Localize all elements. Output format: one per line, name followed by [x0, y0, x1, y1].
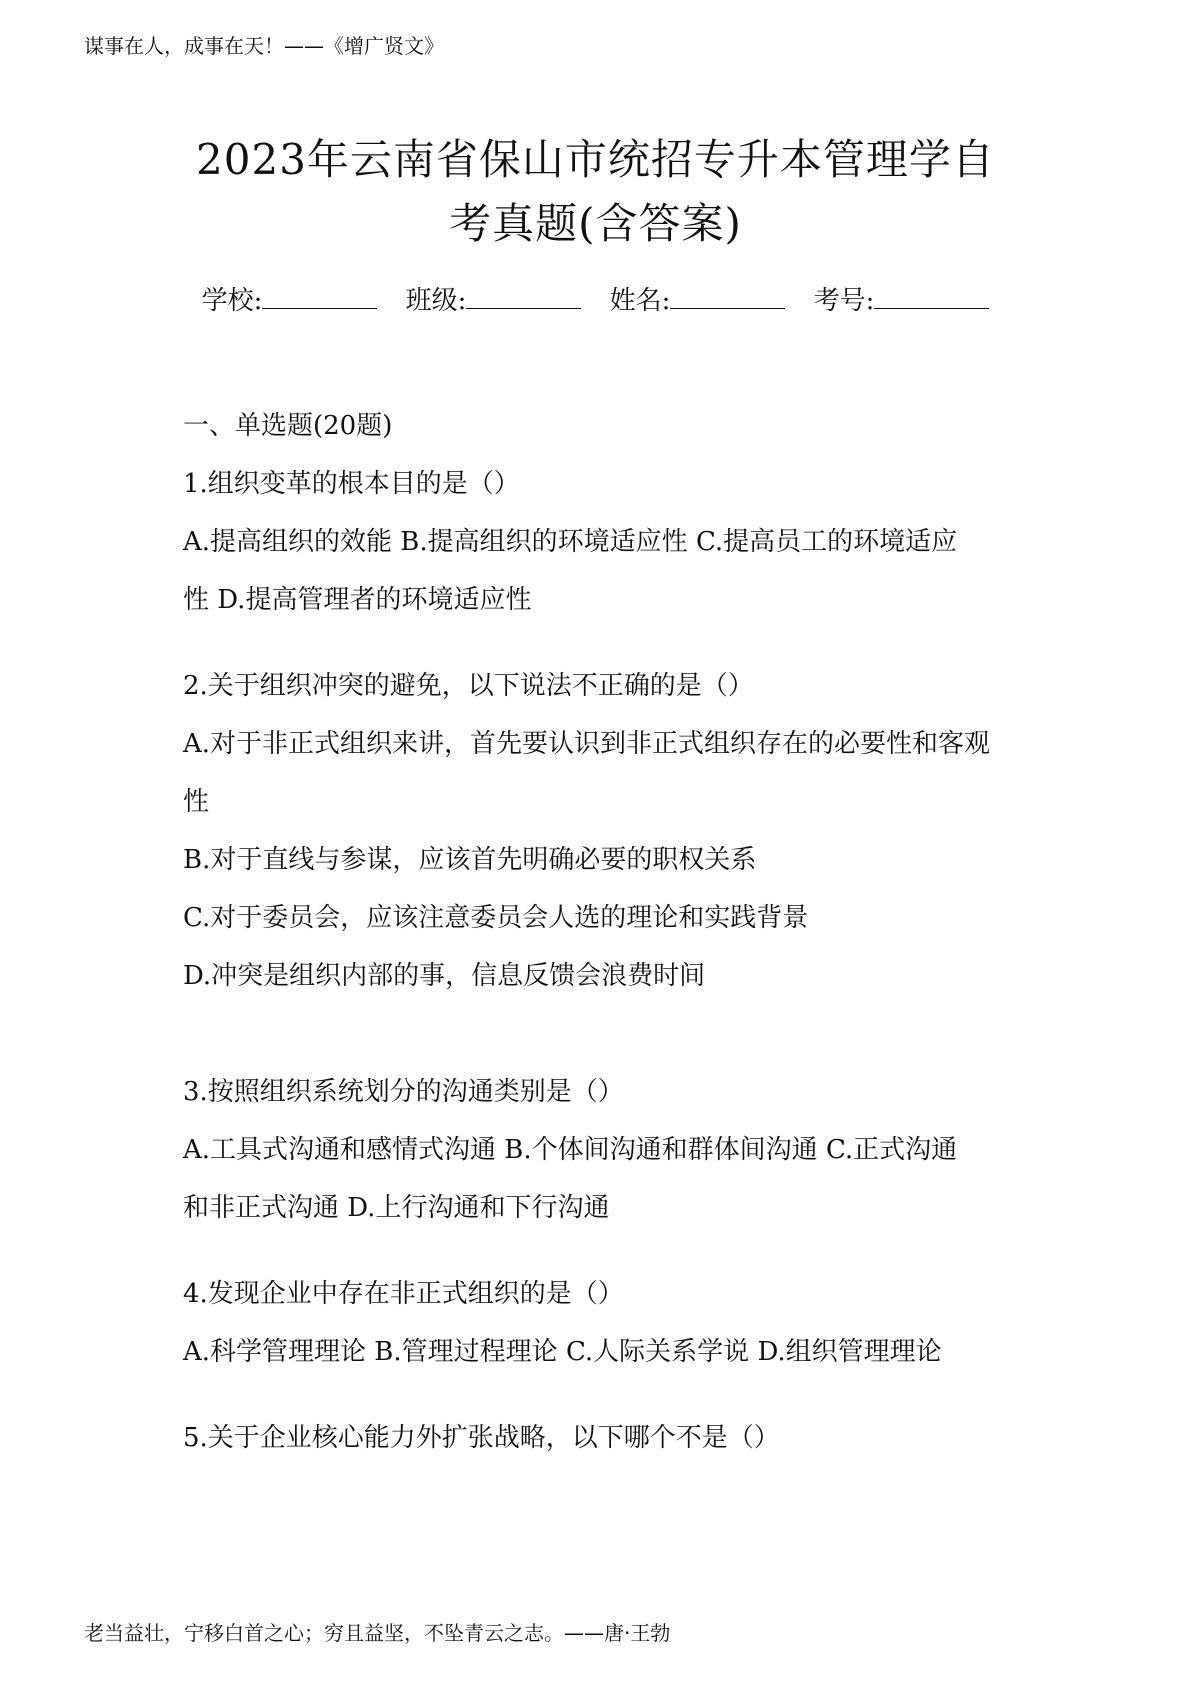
question-options: A.科学管理理论 B.管理过程理论 C.人际关系学说 D.组织管理理论	[183, 1337, 942, 1367]
info-label: 班级:	[405, 286, 467, 316]
question-stem: 3.按照组织系统划分的沟通类别是（）	[183, 1077, 624, 1107]
question-options: A.对于非正式组织来讲，首先要认识到非正式组织存在的必要性和客观	[183, 729, 991, 759]
question-options: B.对于直线与参谋，应该首先明确必要的职权关系	[183, 845, 757, 875]
title-line-2: 考真题(含答案)	[449, 199, 742, 248]
title-line-1: 2023年云南省保山市统招专升本管理学自	[196, 135, 995, 184]
question-options: A.工具式沟通和感情式沟通 B.个体间沟通和群体间沟通 C.正式沟通	[183, 1135, 958, 1165]
question-stem: 1.组织变革的根本目的是（）	[183, 469, 520, 499]
question-options: 性	[183, 787, 210, 817]
info-blank[interactable]	[466, 286, 581, 309]
info-blank[interactable]	[262, 286, 377, 309]
info-blank[interactable]	[874, 286, 989, 309]
question-options: D.冲突是组织内部的事，信息反馈会浪费时间	[183, 961, 706, 991]
question-stem: 2.关于组织冲突的避免，以下说法不正确的是（）	[183, 671, 754, 701]
question-options: A.提高组织的效能 B.提高组织的环境适应性 C.提高员工的环境适应	[183, 527, 958, 557]
info-label: 考号:	[813, 286, 875, 316]
page-title	[0, 128, 1191, 256]
question-options: C.对于委员会，应该注意委员会人选的理论和实践背景	[183, 903, 809, 933]
question-stem: 5.关于企业核心能力外扩张战略，以下哪个不是（）	[183, 1423, 780, 1453]
info-label: 学校:	[201, 286, 263, 316]
student-info-line	[0, 280, 1191, 317]
info-field-name	[610, 286, 786, 316]
info-field-school	[202, 286, 378, 316]
info-blank[interactable]	[670, 286, 785, 309]
question-stem: 4.发现企业中存在非正式组织的是（）	[183, 1279, 624, 1309]
question-options: 和非正式沟通 D.上行沟通和下行沟通	[183, 1193, 610, 1223]
info-field-exam-number	[814, 286, 990, 316]
info-label: 姓名:	[609, 286, 671, 316]
info-field-class	[406, 286, 582, 316]
footer-quote: 老当益壮，宁移白首之心；穷且益坚，不坠青云之志。——唐·王勃	[84, 1621, 671, 1645]
section-title: 一、单选题(20题)	[183, 411, 393, 441]
header-quote: 谋事在人，成事在天！——《增广贤文》	[84, 34, 444, 58]
question-options: 性 D.提高管理者的环境适应性	[183, 585, 532, 615]
